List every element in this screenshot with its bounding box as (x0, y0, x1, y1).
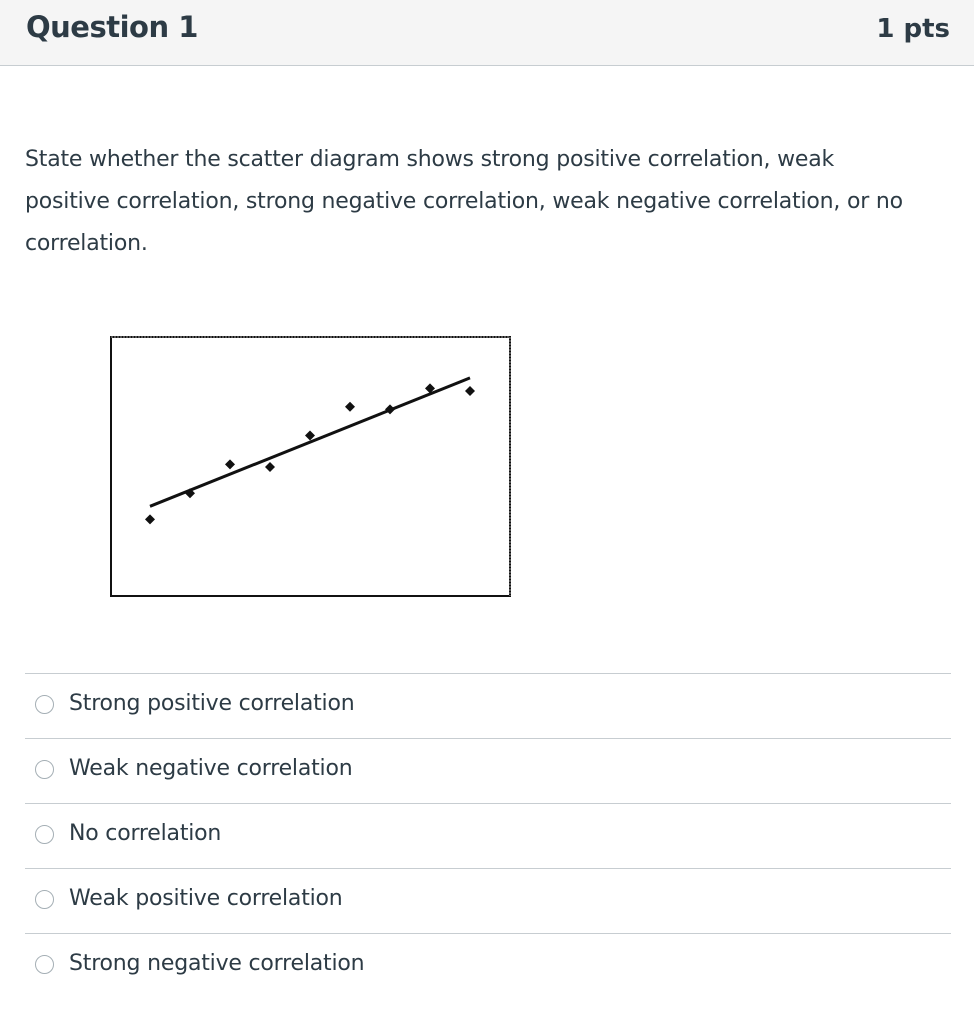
radio-button[interactable] (35, 695, 54, 714)
answer-option[interactable] (25, 803, 951, 868)
question-text: State whether the scatter diagram shows strong positive correlation, weak positive correlation, strong negative correlation, weak negative correlation, or no correlation. (25, 147, 903, 256)
answer-option[interactable] (25, 673, 951, 738)
answer-label[interactable]: No correlation (69, 821, 222, 846)
answer-option[interactable] (25, 738, 951, 803)
answer-label[interactable]: Strong negative correlation (69, 951, 365, 976)
answer-label[interactable]: Weak positive correlation (69, 886, 343, 911)
answer-label[interactable]: Strong positive correlation (69, 691, 355, 716)
question-header (0, 0, 974, 66)
radio-button[interactable] (35, 760, 54, 779)
answer-list (25, 673, 951, 998)
answer-option[interactable] (25, 933, 951, 998)
question-points: 1 pts (876, 14, 950, 44)
answer-label[interactable]: Weak negative correlation (69, 756, 353, 781)
radio-button[interactable] (35, 955, 54, 974)
radio-button[interactable] (35, 825, 54, 844)
question-title: Question 1 (26, 10, 198, 44)
plot-frame (111, 337, 510, 596)
radio-button[interactable] (35, 890, 54, 909)
answer-option[interactable] (25, 868, 951, 933)
scatter-diagram (110, 336, 512, 598)
